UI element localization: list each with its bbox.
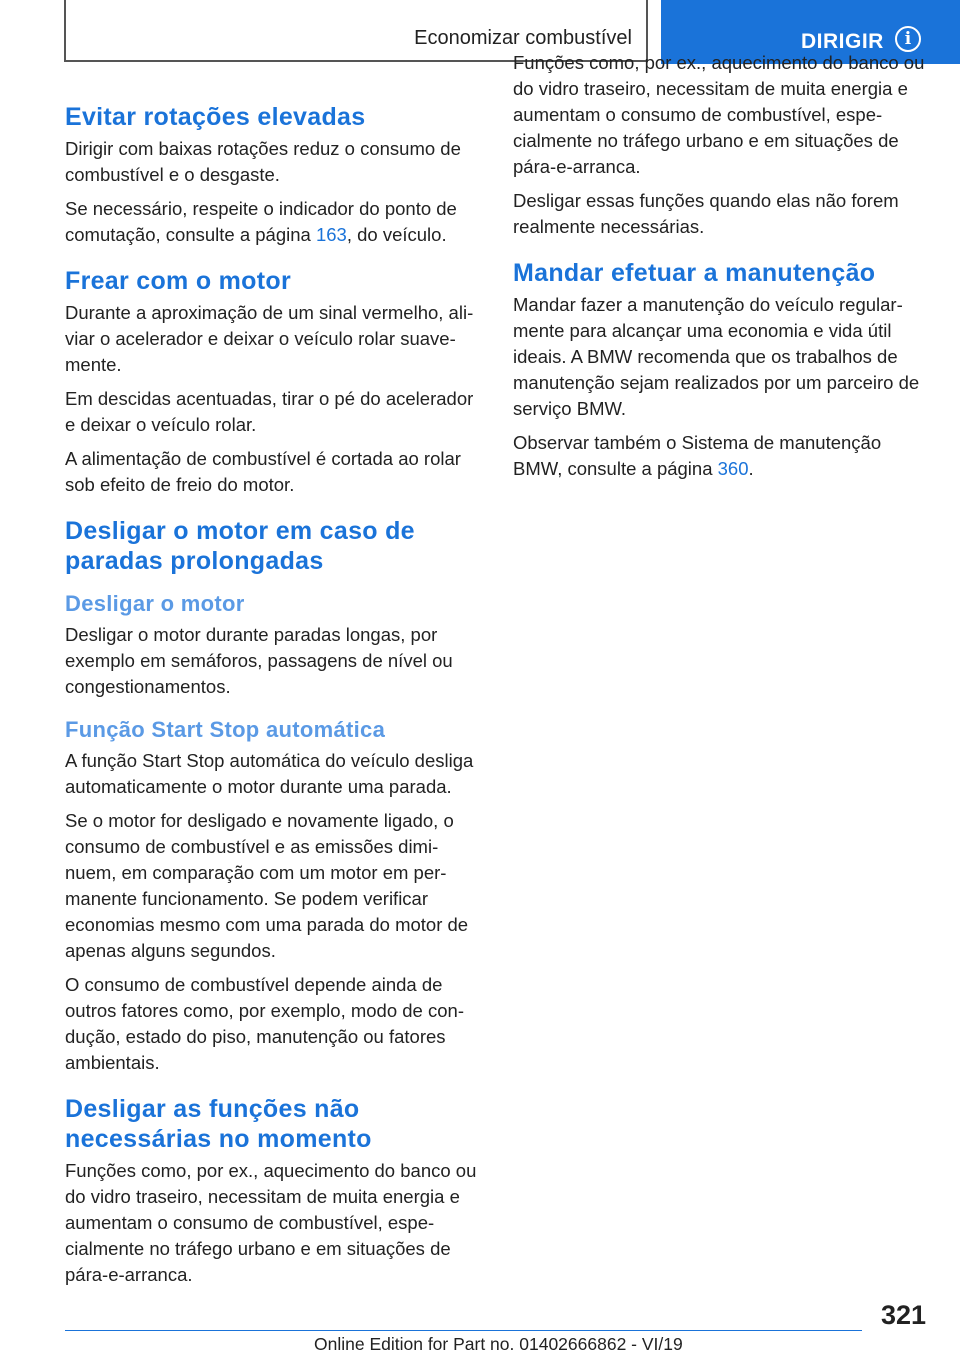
paragraph-continued <box>513 52 931 180</box>
paragraph <box>65 196 480 248</box>
paragraph: A função Start Stop automática do veículo desliga automaticamente o motor durante uma parada. <box>65 750 474 797</box>
continued-text: Funções como, por ex., aquecimento do banco ou do vidro traseiro, necessitam de muita energia e aumentam o consumo de combustível, especialmente no tráfego urbano e em situações de pára-e-arranca. <box>513 52 925 177</box>
section-maintenance <box>513 258 931 482</box>
subsection-heading: Função Start Stop automática <box>65 717 386 742</box>
text: , do veículo. <box>346 224 447 245</box>
paragraph: Se o motor for desligado e novamente ligado, o consumo de combustível e as emissões diminuem, em comparação com um motor em permanente funcionamento. Se podem verificar economias mesmo com uma parada do motor de apenas alguns segundos. <box>65 810 469 961</box>
section-heading: Evitar rotações elevadas <box>65 103 366 131</box>
paragraph: Funções como, por ex., aquecimento do banco ou do vidro traseiro, necessitam de muita energia e aumentam o consumo de combustível, especialmente no tráfego urbano e em situações de pára-e-arranca. <box>65 1160 477 1285</box>
text: Observar também o Sistema de manutenção BMW, consulte a página <box>513 432 882 479</box>
paragraph: O consumo de combustível depende ainda de outros fatores como, por exemplo, modo de condução, estado do piso, manutenção ou fatores ambientais. <box>65 974 464 1073</box>
section-tab-label: DIRIGIR <box>801 30 884 53</box>
section-heading: Frear com o motor <box>65 267 291 295</box>
section-switch-off-engine <box>65 516 480 1076</box>
section-disable-functions-continued <box>513 52 931 240</box>
paragraph: Desligar essas funções quando elas não forem realmente necessárias. <box>513 190 899 237</box>
paragraph: Desligar o motor durante paradas longas, por exemplo em semáforos, passagens de nível ou congestionamentos. <box>65 624 453 697</box>
subsection-heading: Desligar o motor <box>65 591 245 616</box>
subsection-switch-off <box>65 590 480 700</box>
page-link[interactable]: 360 <box>717 458 749 479</box>
section-disable-functions <box>65 1094 480 1285</box>
section-heading: Mandar efetuar a manutenção <box>513 259 876 287</box>
section-avoid-high-rpm <box>65 102 480 248</box>
paragraph: A alimentação de combustível é cortada ao rolar sob efeito de freio do motor. <box>65 448 461 495</box>
section-heading: Desligar o motor em caso de paradas prolongadas <box>65 517 415 575</box>
left-column <box>65 102 480 1285</box>
paragraph <box>513 430 931 482</box>
paragraph: Dirigir com baixas rotações reduz o consumo de combustível e o desgaste. <box>65 138 461 185</box>
paragraph: Mandar fazer a manutenção do veículo regularmente para alcançar uma economia e vida útil ideais. A BMW recomenda que os trabalhos de manutenção sejam realizados por um parceiro de serviço BMW. <box>513 294 920 419</box>
text: . <box>748 458 754 479</box>
page-link[interactable]: 163 <box>315 224 347 245</box>
paragraph: Durante a aproximação de um sinal vermelho, aliviar o acelerador e deixar o veículo rolar suavemente. <box>65 302 474 375</box>
paragraph: Em descidas acentuadas, tirar o pé do acelerador e deixar o veículo rolar. <box>65 388 474 435</box>
footer-divider <box>65 1330 862 1331</box>
info-icon[interactable]: i <box>895 26 921 52</box>
subsection-start-stop <box>65 716 480 1076</box>
chapter-title: Economizar combustível <box>414 27 632 49</box>
section-heading: Desligar as funções não necessárias no momento <box>65 1095 372 1153</box>
footer-edition: Online Edition for Part no. 01402666862 - VI/19 <box>314 1334 683 1354</box>
section-engine-braking <box>65 266 480 498</box>
text: Se necessário, respeite o indicador do ponto de comutação, consulte a página <box>65 198 457 245</box>
page-number: 321 <box>880 1300 926 1330</box>
right-column <box>513 52 931 500</box>
